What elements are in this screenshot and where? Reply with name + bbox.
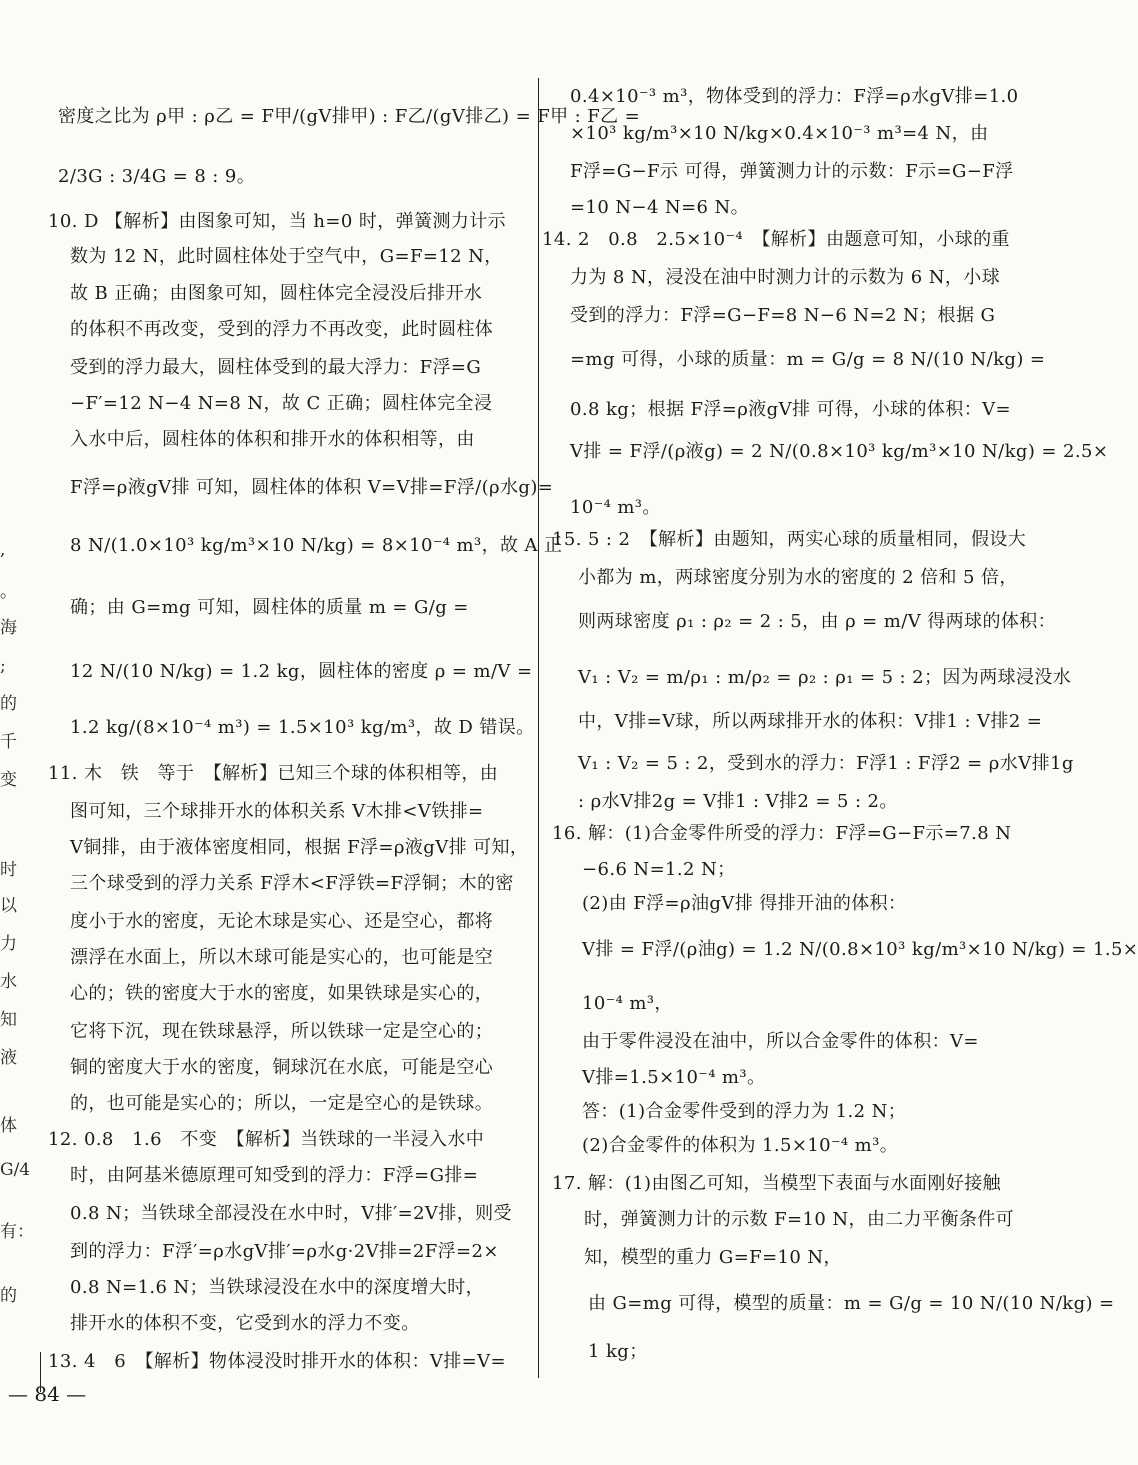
text-line: 0.8 kg；根据 F浮=ρ液gV排 可得，小球的体积：V= [570, 399, 1011, 420]
edge-fragment: 有： [0, 1222, 34, 1242]
edge-fragment: 变 [0, 770, 17, 790]
edge-fragment: 千 [0, 732, 17, 752]
edge-fragment: 时 [0, 860, 17, 880]
text-line: F浮=G−F示 可得，弹簧测力计的示数：F示=G−F浮 [570, 161, 1014, 182]
text-line: (2)合金零件的体积为 1.5×10⁻⁴ m³。 [582, 1135, 899, 1156]
edge-fragment: 体 [0, 1116, 17, 1136]
text-line: 13. 4 6 【解析】物体浸没时排开水的体积：V排=V= [48, 1351, 507, 1372]
edge-fragment: 水 [0, 972, 17, 992]
edge-fragment: 力 [0, 934, 17, 954]
text-line: V排=1.5×10⁻⁴ m³。 [582, 1067, 766, 1088]
text-line: 14. 2 0.8 2.5×10⁻⁴ 【解析】由题意可知，小球的重 [542, 229, 1010, 250]
text-line: 力为 8 N，浸没在油中时测力计的示数为 6 N，小球 [570, 267, 1001, 288]
edge-fragment: 以 [0, 896, 17, 916]
text-line: 故 B 正确；由图象可知，圆柱体完全浸没后排开水 [70, 283, 483, 304]
text-line: −F′=12 N−4 N=8 N，故 C 正确；圆柱体完全浸 [70, 393, 493, 414]
text-line: 确；由 G=mg 可知，圆柱体的质量 m = G/g = [70, 597, 469, 618]
text-line: =mg 可得，小球的质量：m = G/g = 8 N/(10 N/kg) = [570, 349, 1046, 370]
text-line: 15. 5 : 2 【解析】由题知，两实心球的质量相同，假设大 [552, 529, 1027, 550]
edge-fragment: 液 [0, 1048, 17, 1068]
text-line: 12. 0.8 1.6 不变 【解析】当铁球的一半浸入水中 [48, 1129, 485, 1150]
text-line: 0.8 N；当铁球全部浸没在水中时，V排′=2V排，则受 [70, 1203, 512, 1224]
text-line: 的，也可能是实心的；所以，一定是空心的是铁球。 [70, 1093, 494, 1114]
text-line: 1.2 kg/(8×10⁻⁴ m³) = 1.5×10³ kg/m³，故 D 错误。 [70, 717, 535, 738]
text-line: 16. 解：(1)合金零件所受的浮力：F浮=G−F示=7.8 N [552, 823, 1012, 844]
text-line: ×10³ kg/m³×10 N/kg×0.4×10⁻³ m³=4 N，由 [570, 123, 989, 144]
text-line: 1 kg； [588, 1341, 648, 1362]
column-divider [538, 78, 539, 1378]
text-line: 0.8 N=1.6 N；当铁球浸没在水中的深度增大时， [70, 1277, 485, 1298]
edge-fragment: 。 [0, 582, 17, 602]
text-line: 心的；铁的密度大于水的密度，如果铁球是实心的， [70, 983, 494, 1004]
edge-fragment: 海 [0, 618, 17, 638]
text-line: 小都为 m，两球密度分别为水的密度的 2 倍和 5 倍， [578, 567, 1018, 588]
text-line: 时，弹簧测力计的示数 F=10 N，由二力平衡条件可 [584, 1209, 1015, 1230]
text-line: F浮=ρ液gV排 可知，圆柱体的体积 V=V排=F浮/(ρ水g)= [70, 477, 554, 498]
text-line: 由于零件浸没在油中，所以合金零件的体积：V= [582, 1031, 979, 1052]
text-line: 10. D 【解析】由图象可知，当 h=0 时，弹簧测力计示 [48, 211, 507, 232]
text-line: −6.6 N=1.2 N； [582, 859, 736, 880]
text-line: 排开水的体积不变，它受到水的浮力不变。 [70, 1313, 420, 1334]
text-line: 受到的浮力最大，圆柱体受到的最大浮力：F浮=G [70, 357, 482, 378]
text-line: V铜排，由于液体密度相同，根据 F浮=ρ液gV排 可知， [70, 837, 529, 858]
text-line: 12 N/(10 N/kg) = 1.2 kg，圆柱体的密度 ρ = m/V = [70, 661, 533, 682]
text-line: 数为 12 N，此时圆柱体处于空气中，G=F=12 N， [70, 246, 503, 267]
edge-fragment: 知 [0, 1010, 17, 1030]
text-line: 图可知，三个球排开水的体积关系 V木排<V铁排= [70, 801, 484, 822]
text-line: 11. 木 铁 等于 【解析】已知三个球的体积相等，由 [48, 763, 499, 784]
edge-fragment: , [0, 540, 6, 560]
text-line: 到的浮力：F浮′=ρ水gV排′=ρ水g·2V排=2F浮=2× [70, 1241, 499, 1262]
text-line: V₁ : V₂ = m/ρ₁ : m/ρ₂ = ρ₂ : ρ₁ = 5 : 2；因为两球浸没水 [578, 667, 1072, 688]
text-line: 由 G=mg 可得，模型的质量：m = G/g = 10 N/(10 N/kg) = [588, 1293, 1115, 1314]
page-number: — 84 — [8, 1382, 87, 1406]
edge-fragment: 的 [0, 694, 17, 714]
text-line: 2/3G : 3/4G = 8 : 9。 [58, 166, 256, 187]
text-line: 中，V排=V球，所以两球排开水的体积：V排1 : V排2 = [578, 711, 1043, 732]
text-line: 三个球受到的浮力关系 F浮木<F浮铁=F浮铜；木的密 [70, 873, 514, 894]
text-line: 10⁻⁴ m³。 [570, 497, 661, 518]
text-line: 它将下沉，现在铁球悬浮，所以铁球一定是空心的； [70, 1021, 494, 1042]
text-line: 0.4×10⁻³ m³，物体受到的浮力：F浮=ρ水gV排=1.0 [570, 86, 1019, 107]
text-line: 时，由阿基米德原理可知受到的浮力：F浮=G排= [70, 1165, 479, 1186]
text-line: 10⁻⁴ m³， [582, 993, 673, 1014]
text-line: 度小于水的密度，无论木球是实心、还是空心，都将 [70, 911, 494, 932]
text-line: V排 = F浮/(ρ油g) = 1.2 N/(0.8×10³ kg/m³×10 N/kg) = 1.5× [582, 939, 1138, 960]
text-line: 17. 解：(1)由图乙可知，当模型下表面与水面刚好接触 [552, 1173, 1002, 1194]
text-line: 知，模型的重力 G=F=10 N， [584, 1247, 842, 1268]
text-line: =10 N−4 N=6 N。 [570, 197, 750, 218]
text-line: 受到的浮力：F浮=G−F=8 N−6 N=2 N；根据 G [570, 305, 996, 326]
text-line: 的体积不再改变，受到的浮力不再改变，此时圆柱体 [70, 319, 494, 340]
text-line: 漂浮在水面上，所以木球可能是实心的，也可能是空 [70, 947, 494, 968]
text-line: : ρ水V排2g = V排1 : V排2 = 5 : 2。 [578, 791, 898, 812]
text-line: V排 = F浮/(ρ液g) = 2 N/(0.8×10³ kg/m³×10 N/kg) = 2.5× [570, 441, 1109, 462]
edge-fragment: 的 [0, 1286, 17, 1306]
text-line: (2)由 F浮=ρ油gV排 得排开油的体积： [582, 893, 907, 914]
text-line: 铜的密度大于水的密度，铜球沉在水底，可能是空心 [70, 1057, 494, 1078]
text-line: 密度之比为 ρ甲 : ρ乙 = F甲/(gV排甲) : F乙/(gV排乙) = F甲 : F乙 = [58, 106, 641, 127]
edge-fragment: ; [0, 656, 6, 676]
text-line: 答：(1)合金零件受到的浮力为 1.2 N； [582, 1101, 907, 1122]
edge-fragment: G/4 [0, 1160, 31, 1180]
text-line: 入水中后，圆柱体的体积和排开水的体积相等，由 [70, 429, 475, 450]
text-line: V₁ : V₂ = 5 : 2，受到水的浮力：F浮1 : F浮2 = ρ水V排1g [578, 753, 1074, 774]
text-line: 8 N/(1.0×10³ kg/m³×10 N/kg) = 8×10⁻⁴ m³，故 A 正 [70, 535, 563, 556]
text-line: 则两球密度 ρ₁ : ρ₂ = 2 : 5，由 ρ = m/V 得两球的体积： [578, 611, 1057, 632]
